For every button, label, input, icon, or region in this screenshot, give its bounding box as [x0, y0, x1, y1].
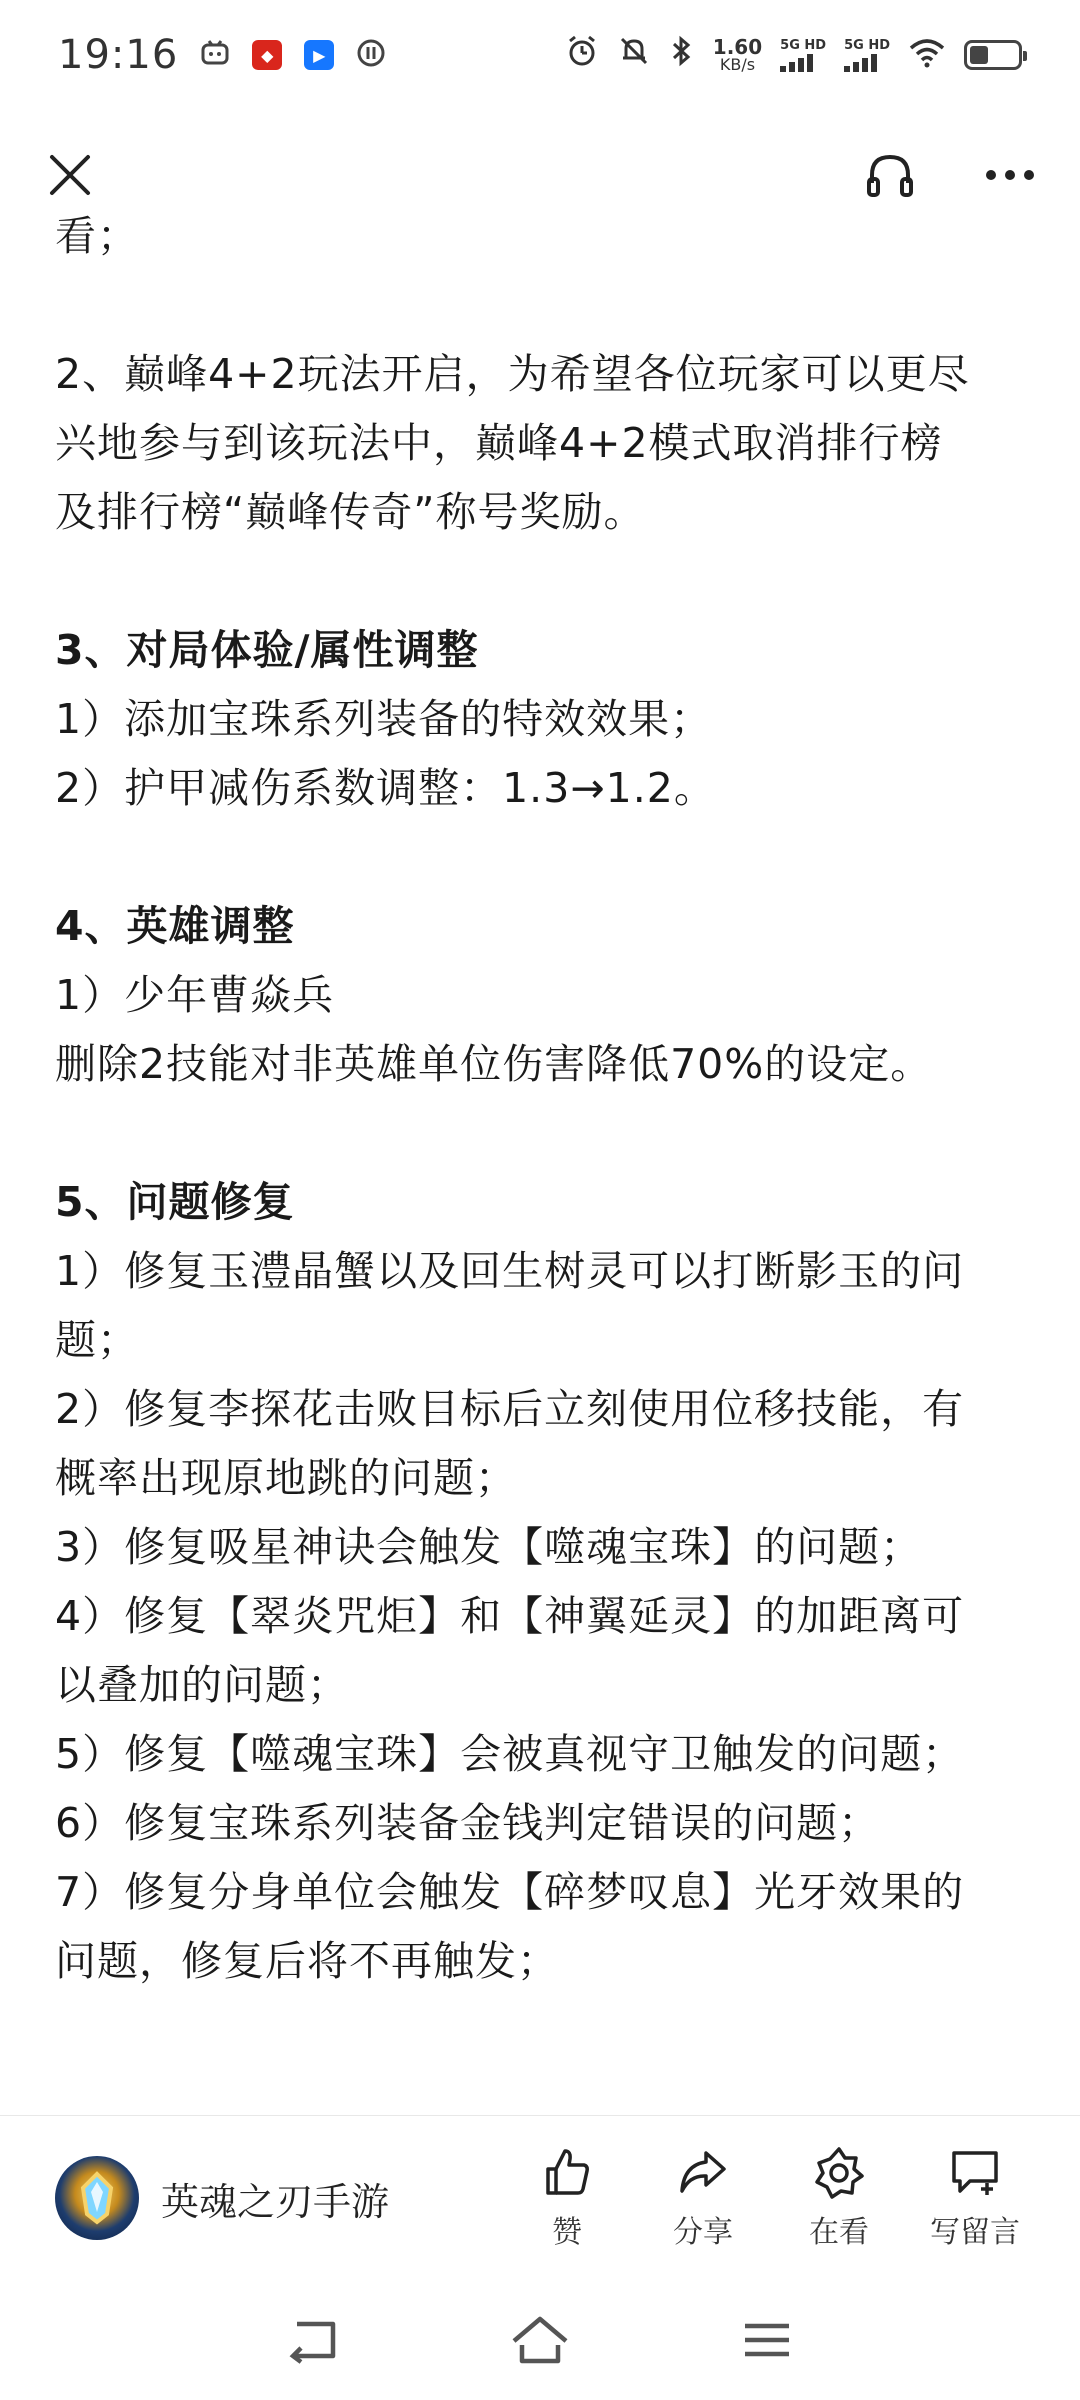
share-label: 分享: [673, 2215, 733, 2250]
article-line: 及排行榜“巅峰传奇”称号奖励。: [55, 488, 646, 536]
headphones-icon: [864, 149, 916, 201]
paragraph-spacer: [55, 547, 1025, 616]
nav-home-button[interactable]: [500, 2300, 580, 2380]
home-icon: [510, 2315, 570, 2365]
nav-menu-button[interactable]: [727, 2300, 807, 2380]
article-line: 6）修复宝珠系列装备金钱判定错误的问题；: [55, 1799, 881, 1847]
article-line: 1）添加宝珠系列装备的特效效果；: [55, 695, 713, 743]
article-line: 7）修复分身单位会触发【碎梦叹息】光牙效果的: [55, 1868, 965, 1916]
article-line: 1）少年曹焱兵: [55, 971, 335, 1019]
system-nav-bar: [0, 2280, 1080, 2400]
sim2-signal: [844, 39, 890, 72]
battery-icon: [964, 40, 1022, 70]
watching-button[interactable]: [789, 2145, 889, 2251]
mute-bell-icon: [617, 33, 651, 77]
comment-icon: [948, 2145, 1002, 2199]
close-icon: [48, 153, 92, 197]
network-speed-unit: KB/s: [719, 55, 756, 74]
share-button[interactable]: [653, 2145, 753, 2251]
status-time: 19:16: [58, 32, 179, 78]
section-heading: 4、英雄调整: [55, 902, 295, 950]
more-icon: [985, 169, 1035, 181]
bilibili-icon: [200, 33, 230, 77]
account-name[interactable]: 英魂之刃手游: [161, 2179, 390, 2224]
article-line: 概率出现原地跳的问题；: [55, 1454, 517, 1502]
article-line: 以叠加的问题；: [55, 1661, 349, 1709]
watching-label: 在看: [809, 2215, 869, 2250]
status-bar: [0, 0, 1080, 110]
comment-button[interactable]: [925, 2145, 1025, 2251]
section-heading: 3、对局体验/属性调整: [55, 626, 479, 674]
action-group: [517, 2145, 1025, 2251]
article-line: 题；: [55, 1316, 139, 1364]
article-line: 看；: [55, 212, 139, 260]
like-label: 赞: [552, 2215, 582, 2250]
news-app-icon: ◆: [252, 40, 282, 70]
account-avatar[interactable]: [55, 2156, 139, 2240]
app-circle-icon: [356, 33, 386, 77]
article-line: 4）修复【翠炎咒炬】和【神翼延灵】的加距离可: [55, 1592, 965, 1640]
video-app-icon: ▶: [304, 40, 334, 70]
network-speed: [713, 37, 762, 73]
comment-label: 写留言: [930, 2215, 1020, 2250]
article-line: 1）修复玉澧晶蟹以及回生树灵可以打断影玉的问: [55, 1247, 965, 1295]
sim1-signal: [780, 39, 826, 72]
bluetooth-icon: [669, 33, 695, 77]
sim2-label: 5G HD: [844, 37, 890, 53]
menu-icon: [741, 2320, 793, 2360]
article-line: 2）修复李探花击败目标后立刻使用位移技能，有: [55, 1385, 965, 1433]
nav-back-button[interactable]: [273, 2300, 353, 2380]
article-line: 问题，修复后将不再触发；: [55, 1937, 559, 1985]
watching-icon: [812, 2145, 866, 2199]
back-icon: [283, 2318, 343, 2362]
article-body: [0, 212, 1080, 2120]
network-speed-value: 1.60: [712, 35, 763, 59]
article-line: 删除2技能对非英雄单位伤害降低70%的设定。: [55, 1040, 933, 1088]
paragraph-spacer: [55, 271, 1025, 340]
paragraph-spacer: [55, 823, 1025, 892]
sim1-label: 5G HD: [780, 37, 827, 53]
bottom-action-bar: [0, 2115, 1080, 2280]
signal-bars-icon: [844, 54, 877, 72]
thumbs-up-icon: [540, 2145, 594, 2199]
article-line: 3）修复吸星神诀会触发【噬魂宝珠】的问题；: [55, 1523, 923, 1571]
paragraph-spacer: [55, 1099, 1025, 1168]
like-button[interactable]: [517, 2145, 617, 2251]
share-icon: [676, 2145, 730, 2199]
article-line: 兴地参与到该玩法中，巅峰4+2模式取消排行榜: [55, 419, 943, 467]
wifi-icon: [908, 33, 946, 77]
alarm-icon: [565, 33, 599, 77]
article-line: 2）护甲减伤系数调整：1.3→1.2。: [55, 764, 716, 812]
signal-bars-icon: [780, 54, 813, 72]
section-heading: 5、问题修复: [55, 1178, 295, 1226]
article-line: 2、巅峰4+2玩法开启，为希望各位玩家可以更尽: [55, 350, 970, 398]
article-line: 5）修复【噬魂宝珠】会被真视守卫触发的问题；: [55, 1730, 965, 1778]
